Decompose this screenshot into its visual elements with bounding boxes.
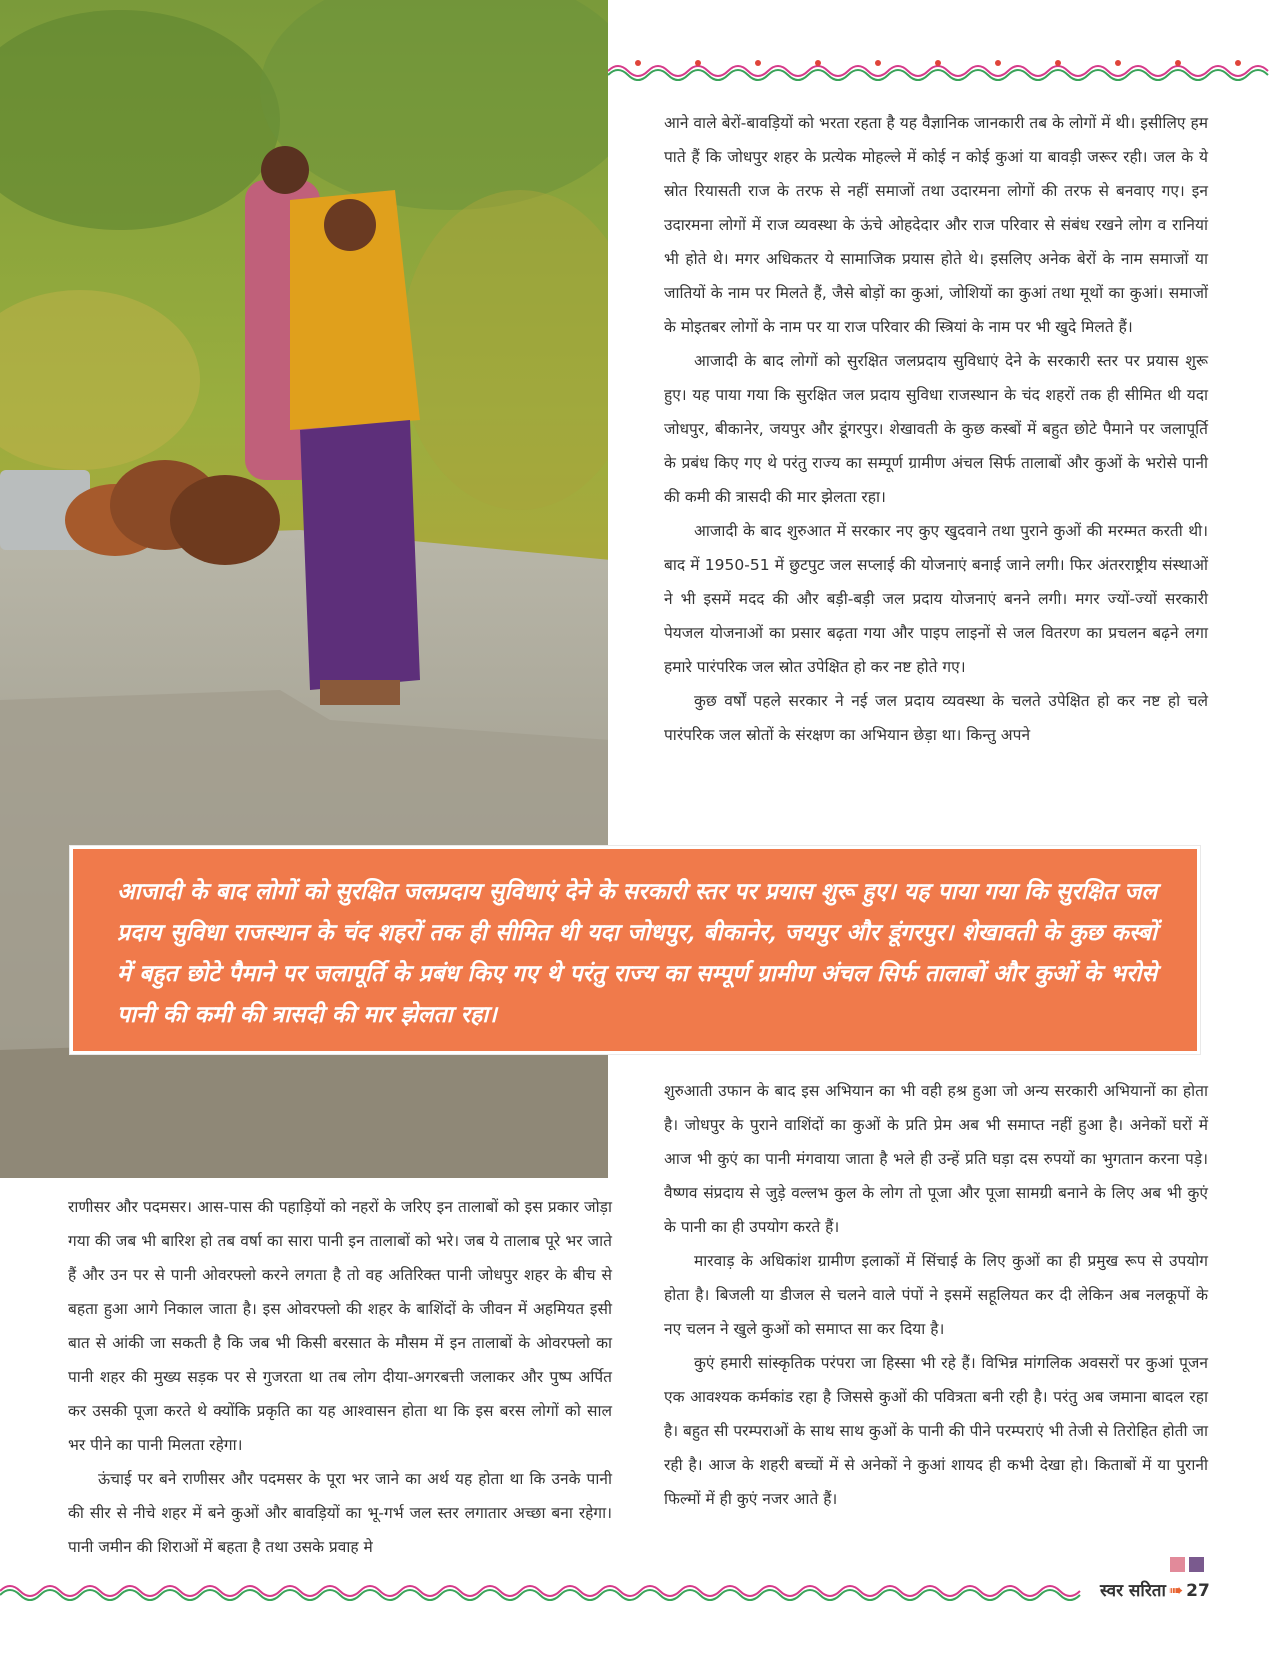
paragraph: आजादी के बाद लोगों को सुरक्षित जलप्रदाय सुविधाएं देने के सरकारी स्तर पर प्रयास शुरू हुए। यह पाया गया कि सुरक्षित जल प्रदाय सुविधा राजस्थान के चंद शहरों तक ही सीमित थी यदा जोधपुर, बीकानेर, जयपुर और डूंगरपुर। शेखावती के कुछ कस्बों में बहुत छोटे पैमाने पर जलापूर्ति के प्रबंध किए गए थे परंतु राज्य का सम्पूर्ण ग्रामीण अंचल सिर्फ तालाबों और कुओं के भरोसे पानी की कमी की त्रासदी की मार झेलता रहा। [664,352,1208,506]
article-column-right-top [664,106,1208,752]
paragraph: कुछ वर्षों पहले सरकार ने नई जल प्रदाय व्यवस्था के चलते उपेक्षित हो कर नष्ट हो चले पारंपरिक जल स्रोतों के संरक्षण का अभियान छेड़ा था। किन्तु अपने [664,692,1208,744]
article-column-left-bottom [68,1190,612,1564]
page-footer [1100,1578,1210,1604]
footer-color-swatch [1170,1557,1185,1572]
paragraph: कुएं हमारी सांस्कृतिक परंपरा जा हिस्सा भी रहे हैं। विभिन्न मांगलिक अवसरों पर कुआं पूजन एक आवश्यक कर्मकांड रहा है जिससे कुओं की पवित्रता बनी रही है। परंतु अब जमाना बादल रहा है। बहुत सी परम्पराओं के साथ साथ कुओं के पानी की पीने परम्पराएं भी तेजी से तिरोहित होती जा रही है। आज के शहरी बच्चों में से अनेकों ने कुआं शायद ही कभी देखा हो। किताबों में या पुरानी फिल्मों में ही कुएं नजर आते हैं। [664,1354,1208,1508]
page-number: 27 [1186,1581,1210,1601]
pull-quote-text: आजादी के बाद लोगों को सुरक्षित जलप्रदाय सुविधाएं देने के सरकारी स्तर पर प्रयास शुरू हुए। यह पाया गया कि सुरक्षित जल प्रदाय सुविधा राजस्थान के चंद शहरों तक ही सीमित थी यदा जोधपुर, बीकानेर, जयपुर और डूंगरपुर। शेखावती के कुछ कस्बों में बहुत छोटे पैमाने पर जलापूर्ति के प्रबंध किए गए थे परंतु राज्य का सम्पूर्ण ग्रामीण अंचल सिर्फ तालाबों और कुओं के भरोसे पानी की कमी की त्रासदी की मार झेलता रहा। [117,878,1157,1028]
decorative-border-top [608,58,1275,84]
paragraph: राणीसर और पदमसर। आस-पास की पहाड़ियों को नहरों के जरिए इन तालाबों को इस प्रकार जोड़ा गया की जब भी बारिश हो तब वर्षा का सारा पानी इन तालाबों को भरे। जब ये तालाब पूरे भर जाते हैं और उन पर से पानी ओवरफ्लो करने लगता है तो वह अतिरिक्त पानी जोधपुर शहर के बीच से बहता हुआ आगे निकाल जाता है। इस ओवरफ्लो की शहर के बाशिंदों के जीवन में अहमियत इसी बात से आंकी जा सकती है कि जब भी किसी बरसात के मौसम में इन तालाबों के ओवरफ्लो का पानी शहर की मुख्य सड़क पर से गुजरता था तब लोग दीया-अगरबत्ती जलाकर और पुष्प अर्पित कर उसकी पूजा करते थे क्योंकि प्रकृति का यह आश्वासन होता था कि इस बरस लोगों को साल भर पीने का पानी मिलता रहेगा। [68,1198,612,1454]
footer-color-swatch [1189,1557,1204,1572]
magazine-name: स्वर सरिता [1100,1581,1166,1601]
pull-quote-box [70,846,1200,1054]
paragraph: ऊंचाई पर बने राणीसर और पदमसर के पूरा भर जाने का अर्थ यह होता था कि उनके पानी की सीर से नीचे शहर में बने कुओं और बावड़ियों का भू-गर्भ जल स्तर लगातार अच्छा बना रहेगा। पानी जमीन की शिराओं में बहता है तथा उसके प्रवाह मे [68,1470,612,1556]
paragraph: आजादी के बाद शुरुआत में सरकार नए कुए खुदवाने तथा पुराने कुओं की मरम्मत करती थी। बाद में 1950-51 में छुटपुट जल सप्लाई की योजनाएं बनाई जाने लगी। फिर अंतरराष्ट्रीय संस्थाओं ने भी इसमें मदद की और बड़ी-बड़ी जल प्रदाय योजनाएं बनने लगी। मगर ज्यों-ज्यों सरकारी पेयजल योजनाओं का प्रसार बढ़ता गया और पाइप लाइनों से जल वितरण का प्रचलन बढ़ने लगा हमारे पारंपरिक जल स्रोत उपेक्षित हो कर नष्ट होते गए। [664,522,1208,676]
arrow-icon: ➠ [1168,1581,1184,1601]
paragraph: आने वाले बेरों-बावड़ियों को भरता रहता है यह वैज्ञानिक जानकारी तब के लोगों में थी। इसीलिए हम पाते हैं कि जोधपुर शहर के प्रत्येक मोहल्ले में कोई न कोई कुआं या बावड़ी जरूर रही। जल के ये स्रोत रियासती राज के तरफ से नहीं समाजों तथा उदारमना लोगों की तरफ से बनवाए गए। इन उदारमना लोगों में राज व्यवस्था के ऊंचे ओहदेदार और राज परिवार से संबंध रखने लोग व रानियां भी होते थे। मगर अधिकतर ये सामाजिक प्रयास होते थे। इसलिए अनेक बेरों के नाम समाजों या जातियों के नाम पर मिलते हैं, जैसे बोड़ों का कुआं, जोशियों का कुआं तथा मूथों का कुआं। समाजों के मोइतबर लोगों के नाम पर या राज परिवार की स्त्रियां के नाम पर भी खुदे मिलते हैं। [664,114,1208,336]
paragraph: शुरुआती उफान के बाद इस अभियान का भी वही हश्र हुआ जो अन्य सरकारी अभियानों का होता है। जोधपुर के पुराने वाशिंदों का कुओं के प्रति प्रेम अब भी समाप्त नहीं हुआ है। अनेकों घरों में आज भी कुएं का पानी मंगवाया जाता है भले ही उन्हें प्रति घड़ा दस रुपयों का भुगतान करना पड़े। वैष्णव संप्रदाय से जुड़े वल्लभ कुल के लोग तो पूजा और पूजा सामग्री बनाने के लिए अब भी कुएं के पानी का ही उपयोग करते हैं। [664,1082,1208,1236]
decorative-border-bottom [0,1578,1090,1604]
paragraph: मारवाड़ के अधिकांश ग्रामीण इलाकों में सिंचाई के लिए कुओं का ही प्रमुख रूप से उपयोग होता है। बिजली या डीजल से चलने वाले पंपों ने इसमें सहूलियत कर दी लेकिन अब नलकूपों के नए चलन ने खुले कुओं को समाप्त सा कर दिया है। [664,1252,1208,1338]
article-column-right-bottom [664,1074,1208,1516]
